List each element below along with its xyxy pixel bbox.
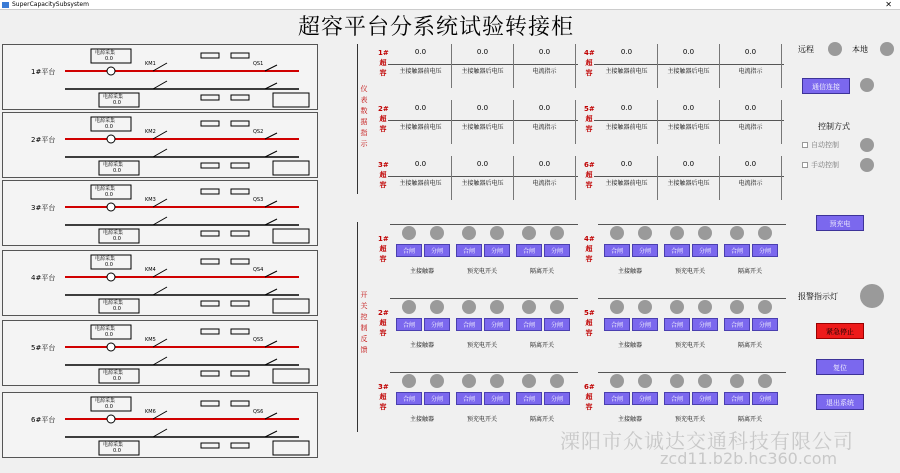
close-switch-button[interactable]: 合闸 — [396, 392, 422, 405]
meter-value: 0.0 — [476, 48, 489, 56]
switch-group-label: 隔离开关 — [529, 268, 554, 275]
alarm-label: 报警指示灯 — [798, 292, 838, 301]
meter-cell — [514, 100, 576, 144]
km-label: KM5 — [145, 337, 156, 343]
open-status-indicator — [758, 374, 772, 388]
switch-row-divider — [598, 224, 786, 225]
local-label: 本地 — [852, 45, 868, 54]
meter-label: 电流指示 — [738, 68, 763, 75]
meter-value: 0.0 — [538, 104, 551, 112]
close-switch-button[interactable]: 合闸 — [456, 392, 482, 405]
qs-label: QS6 — [253, 409, 264, 415]
km-label: KM3 — [145, 197, 156, 203]
connector-icon — [107, 203, 115, 211]
meter-cell — [514, 156, 576, 200]
switch-group-label: 主接触器 — [409, 416, 434, 423]
open-switch-button[interactable]: 分闸 — [484, 244, 510, 257]
resistor-icon — [231, 443, 249, 448]
close-switch-button[interactable]: 合闸 — [396, 318, 422, 331]
platform-circuit-diagram — [3, 251, 319, 317]
meter-value: 0.0 — [414, 48, 427, 56]
km-label: KM2 — [145, 129, 156, 135]
comm-connect-button[interactable]: 通信连接 — [802, 78, 850, 94]
top-sensor-value: 0.0 — [105, 262, 113, 268]
close-switch-button[interactable]: 合闸 — [724, 244, 750, 257]
km-switch-icon — [153, 287, 167, 295]
platform-label: 6#平台 — [31, 416, 56, 424]
open-status-indicator — [430, 300, 444, 314]
meter-label: 电流指示 — [532, 68, 557, 75]
open-switch-button[interactable]: 分闸 — [632, 318, 658, 331]
meter-cell — [596, 100, 658, 144]
switch-group-label: 隔离开关 — [737, 268, 762, 275]
close-status-indicator — [522, 374, 536, 388]
platform-6 — [2, 392, 318, 458]
voltage-sensor-box — [273, 161, 309, 175]
open-status-indicator — [698, 374, 712, 388]
connector-icon — [107, 415, 115, 423]
platform-5 — [2, 320, 318, 386]
top-sensor-title: 电源采集 — [95, 398, 116, 404]
open-status-indicator — [698, 300, 712, 314]
voltage-sensor-box — [273, 93, 309, 107]
qs-switch-icon — [265, 219, 277, 225]
meter-value: 0.0 — [476, 160, 489, 168]
open-switch-button[interactable]: 分闸 — [632, 392, 658, 405]
watermark-site: zcd11.b2b.hc360.com — [660, 449, 838, 468]
bottom-sensor-value: 0.0 — [113, 100, 121, 106]
voltage-sensor-box — [273, 229, 309, 243]
qs-switch-icon — [265, 151, 277, 157]
meter-value: 0.0 — [414, 104, 427, 112]
meter-cell — [720, 100, 782, 144]
switch-row-label: 4#超容 — [584, 235, 595, 263]
switch-group-label: 主接触器 — [617, 416, 642, 423]
connector-icon — [107, 343, 115, 351]
open-switch-button[interactable]: 分闸 — [692, 392, 718, 405]
qs-switch-icon — [265, 83, 277, 89]
close-switch-button[interactable]: 合闸 — [664, 318, 690, 331]
resistor-icon — [201, 95, 219, 100]
open-status-indicator — [638, 226, 652, 240]
reset-button[interactable]: 复位 — [816, 359, 864, 375]
switch-group-label: 主接触器 — [409, 342, 434, 349]
meter-row-label: 5#超容 — [584, 105, 595, 133]
meter-cell — [452, 156, 514, 200]
close-status-indicator — [402, 300, 416, 314]
manual-indicator — [860, 158, 874, 172]
platform-label: 2#平台 — [31, 136, 56, 144]
close-status-indicator — [670, 300, 684, 314]
open-status-indicator — [698, 226, 712, 240]
close-status-indicator — [522, 226, 536, 240]
open-switch-button[interactable]: 分闸 — [484, 392, 510, 405]
qs-label: QS4 — [253, 267, 264, 273]
open-switch-button[interactable]: 分闸 — [692, 318, 718, 331]
open-switch-button[interactable]: 分闸 — [424, 392, 450, 405]
close-status-indicator — [670, 374, 684, 388]
meter-section-border — [357, 44, 358, 194]
close-switch-button[interactable]: 合闸 — [664, 392, 690, 405]
bottom-sensor-title: 电源采集 — [103, 162, 124, 168]
meter-label: 主接触器前电压 — [605, 180, 648, 187]
meter-label: 主接触器前电压 — [399, 180, 442, 187]
close-switch-button[interactable]: 合闸 — [516, 392, 542, 405]
open-status-indicator — [758, 226, 772, 240]
resistor-icon — [201, 259, 219, 264]
bottom-sensor-title: 电源采集 — [103, 94, 124, 100]
switch-group-label: 主接触器 — [617, 268, 642, 275]
platform-label: 3#平台 — [31, 204, 56, 212]
auto-indicator — [860, 138, 874, 152]
meter-label: 主接触器前电压 — [605, 124, 648, 131]
resistor-icon — [231, 231, 249, 236]
switch-row-divider — [598, 298, 786, 299]
qs-label: QS5 — [253, 337, 264, 343]
meter-value: 0.0 — [744, 160, 757, 168]
open-status-indicator — [430, 226, 444, 240]
resistor-icon — [231, 121, 249, 126]
meter-label: 主接触器前电压 — [605, 68, 648, 75]
remote-label: 远程 — [798, 45, 814, 54]
meter-cell — [720, 44, 782, 88]
open-status-indicator — [550, 374, 564, 388]
qs-switch-icon — [265, 431, 277, 437]
open-switch-button[interactable]: 分闸 — [752, 318, 778, 331]
resistor-icon — [201, 301, 219, 306]
meter-row-label: 4#超容 — [584, 49, 595, 77]
bottom-sensor-title: 电源采集 — [103, 370, 124, 376]
control-mode-label: 控制方式 — [818, 122, 850, 131]
switch-group-label: 主接触器 — [617, 342, 642, 349]
meter-label: 主接触器后电压 — [667, 180, 710, 187]
connector-icon — [107, 135, 115, 143]
close-status-indicator — [522, 300, 536, 314]
auto-control-label: 自动控制 — [811, 141, 839, 149]
meter-value: 0.0 — [476, 104, 489, 112]
open-status-indicator — [430, 374, 444, 388]
open-switch-button[interactable]: 分闸 — [544, 392, 570, 405]
auto-control-checkbox[interactable] — [802, 140, 839, 150]
switch-row-label: 6#超容 — [584, 383, 595, 411]
switch-group-label: 隔离开关 — [737, 342, 762, 349]
km-label: KM6 — [145, 409, 156, 415]
meter-value: 0.0 — [744, 104, 757, 112]
qs-switch-icon — [265, 359, 277, 365]
resistor-icon — [201, 189, 219, 194]
top-sensor-title: 电源采集 — [95, 186, 116, 192]
resistor-icon — [231, 95, 249, 100]
top-sensor-value: 0.0 — [105, 124, 113, 130]
platform-circuit-diagram — [3, 45, 319, 111]
close-status-indicator — [610, 300, 624, 314]
resistor-icon — [201, 443, 219, 448]
bottom-sensor-value: 0.0 — [113, 306, 121, 312]
open-switch-button[interactable]: 分闸 — [692, 244, 718, 257]
close-switch-button[interactable]: 合闸 — [516, 318, 542, 331]
meter-label: 电流指示 — [532, 180, 557, 187]
close-status-indicator — [462, 226, 476, 240]
voltage-sensor-box — [273, 299, 309, 313]
resistor-icon — [201, 401, 219, 406]
meter-row-label: 6#超容 — [584, 161, 595, 189]
close-status-indicator — [402, 226, 416, 240]
emergency-stop-button[interactable]: 紧急停止 — [816, 323, 864, 339]
open-status-indicator — [638, 374, 652, 388]
resistor-icon — [231, 189, 249, 194]
meter-label: 主接触器后电压 — [461, 124, 504, 131]
meter-value: 0.0 — [682, 48, 695, 56]
precharge-button[interactable]: 预充电 — [816, 215, 864, 231]
switch-group-label: 预充电开关 — [674, 268, 705, 275]
switch-row-label: 1#超容 — [378, 235, 389, 263]
checkbox-box[interactable] — [802, 142, 808, 148]
meter-value: 0.0 — [414, 160, 427, 168]
close-switch-button[interactable]: 合闸 — [664, 244, 690, 257]
open-switch-button[interactable]: 分闸 — [424, 244, 450, 257]
open-switch-button[interactable]: 分闸 — [752, 244, 778, 257]
top-sensor-value: 0.0 — [105, 332, 113, 338]
resistor-icon — [201, 163, 219, 168]
close-switch-button[interactable]: 合闸 — [456, 244, 482, 257]
window-titlebar — [0, 0, 900, 10]
switch-row-label: 3#超容 — [378, 383, 389, 411]
resistor-icon — [231, 301, 249, 306]
comm-indicator — [860, 78, 874, 92]
switch-group-label: 预充电开关 — [466, 342, 497, 349]
resistor-icon — [231, 371, 249, 376]
resistor-icon — [231, 53, 249, 58]
alarm-indicator — [860, 284, 884, 308]
close-switch-button[interactable]: 合闸 — [604, 244, 630, 257]
meter-row-label: 3#超容 — [378, 161, 389, 189]
open-switch-button[interactable]: 分闸 — [544, 318, 570, 331]
switch-row-label: 2#超容 — [378, 309, 389, 337]
km-label: KM4 — [145, 267, 156, 273]
meter-cell — [390, 156, 452, 200]
close-switch-button[interactable]: 合闸 — [724, 318, 750, 331]
close-status-indicator — [610, 226, 624, 240]
switch-row-divider — [390, 298, 578, 299]
close-status-indicator — [402, 374, 416, 388]
switch-row-divider — [390, 372, 578, 373]
open-switch-button[interactable]: 分闸 — [752, 392, 778, 405]
bottom-sensor-value: 0.0 — [113, 236, 121, 242]
meter-value: 0.0 — [538, 160, 551, 168]
switch-group-label: 隔离开关 — [529, 342, 554, 349]
bottom-sensor-title: 电源采集 — [103, 230, 124, 236]
meter-label: 电流指示 — [532, 124, 557, 131]
meter-cell — [658, 156, 720, 200]
qs-label: QS3 — [253, 197, 264, 203]
connector-icon — [107, 67, 115, 75]
km-switch-icon — [153, 357, 167, 365]
platform-circuit-diagram — [3, 181, 319, 247]
watermark-company: 溧阳市众诚达交通科技有限公司 — [560, 429, 854, 453]
close-status-indicator — [730, 300, 744, 314]
open-switch-button[interactable]: 分闸 — [632, 244, 658, 257]
open-status-indicator — [638, 300, 652, 314]
meter-value: 0.0 — [744, 48, 757, 56]
exit-system-button[interactable]: 退出系统 — [816, 394, 864, 410]
meter-value: 0.0 — [682, 104, 695, 112]
switch-group-label: 预充电开关 — [466, 416, 497, 423]
switch-group-label: 预充电开关 — [674, 342, 705, 349]
close-switch-button[interactable]: 合闸 — [724, 392, 750, 405]
qs-label: QS2 — [253, 129, 264, 135]
platform-circuit-diagram — [3, 393, 319, 459]
switch-group-label: 隔离开关 — [529, 416, 554, 423]
km-label: KM1 — [145, 61, 156, 67]
meter-cell — [452, 100, 514, 144]
switch-row-divider — [390, 224, 578, 225]
resistor-icon — [231, 163, 249, 168]
resistor-icon — [201, 371, 219, 376]
checkbox-box[interactable] — [802, 162, 808, 168]
platform-circuit-diagram — [3, 321, 319, 387]
meter-label: 主接触器后电压 — [667, 124, 710, 131]
resistor-icon — [201, 121, 219, 126]
meter-section-title: 仪表数据指示 — [360, 85, 368, 148]
km-switch-icon — [153, 217, 167, 225]
top-sensor-value: 0.0 — [105, 404, 113, 410]
platform-label: 5#平台 — [31, 344, 56, 352]
meter-cell — [596, 44, 658, 88]
top-sensor-title: 电源采集 — [95, 256, 116, 262]
meter-row-label: 1#超容 — [378, 49, 389, 77]
close-status-indicator — [610, 374, 624, 388]
resistor-icon — [201, 53, 219, 58]
top-sensor-title: 电源采集 — [95, 326, 116, 332]
platform-label: 1#平台 — [31, 68, 56, 76]
remote-indicator — [828, 42, 842, 56]
open-status-indicator — [550, 300, 564, 314]
close-icon[interactable]: ✕ — [885, 0, 892, 9]
meter-cell — [514, 44, 576, 88]
open-switch-button[interactable]: 分闸 — [544, 244, 570, 257]
resistor-icon — [201, 329, 219, 334]
bottom-sensor-value: 0.0 — [113, 376, 121, 382]
meter-label: 主接触器后电压 — [461, 68, 504, 75]
platform-3 — [2, 180, 318, 246]
meter-label: 主接触器前电压 — [399, 68, 442, 75]
switch-row-divider — [598, 372, 786, 373]
close-switch-button[interactable]: 合闸 — [604, 392, 630, 405]
close-status-indicator — [462, 374, 476, 388]
open-status-indicator — [550, 226, 564, 240]
close-switch-button[interactable]: 合闸 — [516, 244, 542, 257]
platform-label: 4#平台 — [31, 274, 56, 282]
km-switch-icon — [153, 81, 167, 89]
meter-cell — [658, 100, 720, 144]
platform-1 — [2, 44, 318, 110]
resistor-icon — [201, 231, 219, 236]
km-switch-icon — [153, 149, 167, 157]
voltage-sensor-box — [273, 441, 309, 455]
switch-group-label: 主接触器 — [409, 268, 434, 275]
close-status-indicator — [462, 300, 476, 314]
meter-cell — [390, 100, 452, 144]
manual-control-checkbox[interactable] — [802, 160, 839, 170]
switch-section-title: 开关控制反馈 — [360, 291, 368, 354]
close-switch-button[interactable]: 合闸 — [456, 318, 482, 331]
resistor-icon — [231, 259, 249, 264]
meter-cell — [596, 156, 658, 200]
voltage-sensor-box — [273, 369, 309, 383]
resistor-icon — [231, 401, 249, 406]
top-sensor-title: 电源采集 — [95, 50, 116, 56]
manual-control-label: 手动控制 — [811, 161, 839, 169]
meter-value: 0.0 — [538, 48, 551, 56]
meter-label: 主接触器后电压 — [461, 180, 504, 187]
meter-value: 0.0 — [620, 104, 633, 112]
close-status-indicator — [670, 226, 684, 240]
top-sensor-value: 0.0 — [105, 56, 113, 62]
top-sensor-title: 电源采集 — [95, 118, 116, 124]
meter-label: 电流指示 — [738, 124, 763, 131]
bottom-sensor-value: 0.0 — [113, 448, 121, 454]
qs-switch-icon — [265, 289, 277, 295]
platform-4 — [2, 250, 318, 316]
local-indicator — [880, 42, 894, 56]
page-title: 超容平台分系统试验转接柜 — [298, 15, 575, 40]
open-status-indicator — [490, 374, 504, 388]
meter-label: 主接触器后电压 — [667, 68, 710, 75]
switch-section-border — [357, 222, 358, 432]
app-icon — [2, 2, 9, 8]
meter-label: 主接触器前电压 — [399, 124, 442, 131]
top-sensor-value: 0.0 — [105, 192, 113, 198]
bottom-sensor-title: 电源采集 — [103, 442, 124, 448]
platform-2 — [2, 112, 318, 178]
bottom-sensor-title: 电源采集 — [103, 300, 124, 306]
open-switch-button[interactable]: 分闸 — [484, 318, 510, 331]
switch-group-label: 预充电开关 — [674, 416, 705, 423]
meter-value: 0.0 — [620, 160, 633, 168]
meter-cell — [720, 156, 782, 200]
qs-label: QS1 — [253, 61, 264, 67]
open-status-indicator — [490, 300, 504, 314]
meter-label: 电流指示 — [738, 180, 763, 187]
connector-icon — [107, 273, 115, 281]
meter-row-label: 2#超容 — [378, 105, 389, 133]
open-status-indicator — [758, 300, 772, 314]
switch-group-label: 隔离开关 — [737, 416, 762, 423]
close-switch-button[interactable]: 合闸 — [396, 244, 422, 257]
meter-value: 0.0 — [620, 48, 633, 56]
switch-row-label: 5#超容 — [584, 309, 595, 337]
km-switch-icon — [153, 429, 167, 437]
meter-cell — [390, 44, 452, 88]
resistor-icon — [231, 329, 249, 334]
platform-circuit-diagram — [3, 113, 319, 179]
close-switch-button[interactable]: 合闸 — [604, 318, 630, 331]
close-status-indicator — [730, 226, 744, 240]
window-title: SuperCapacitySubsystem — [12, 1, 89, 8]
bottom-sensor-value: 0.0 — [113, 168, 121, 174]
meter-value: 0.0 — [682, 160, 695, 168]
meter-cell — [452, 44, 514, 88]
switch-group-label: 预充电开关 — [466, 268, 497, 275]
open-switch-button[interactable]: 分闸 — [424, 318, 450, 331]
open-status-indicator — [490, 226, 504, 240]
close-status-indicator — [730, 374, 744, 388]
meter-cell — [658, 44, 720, 88]
